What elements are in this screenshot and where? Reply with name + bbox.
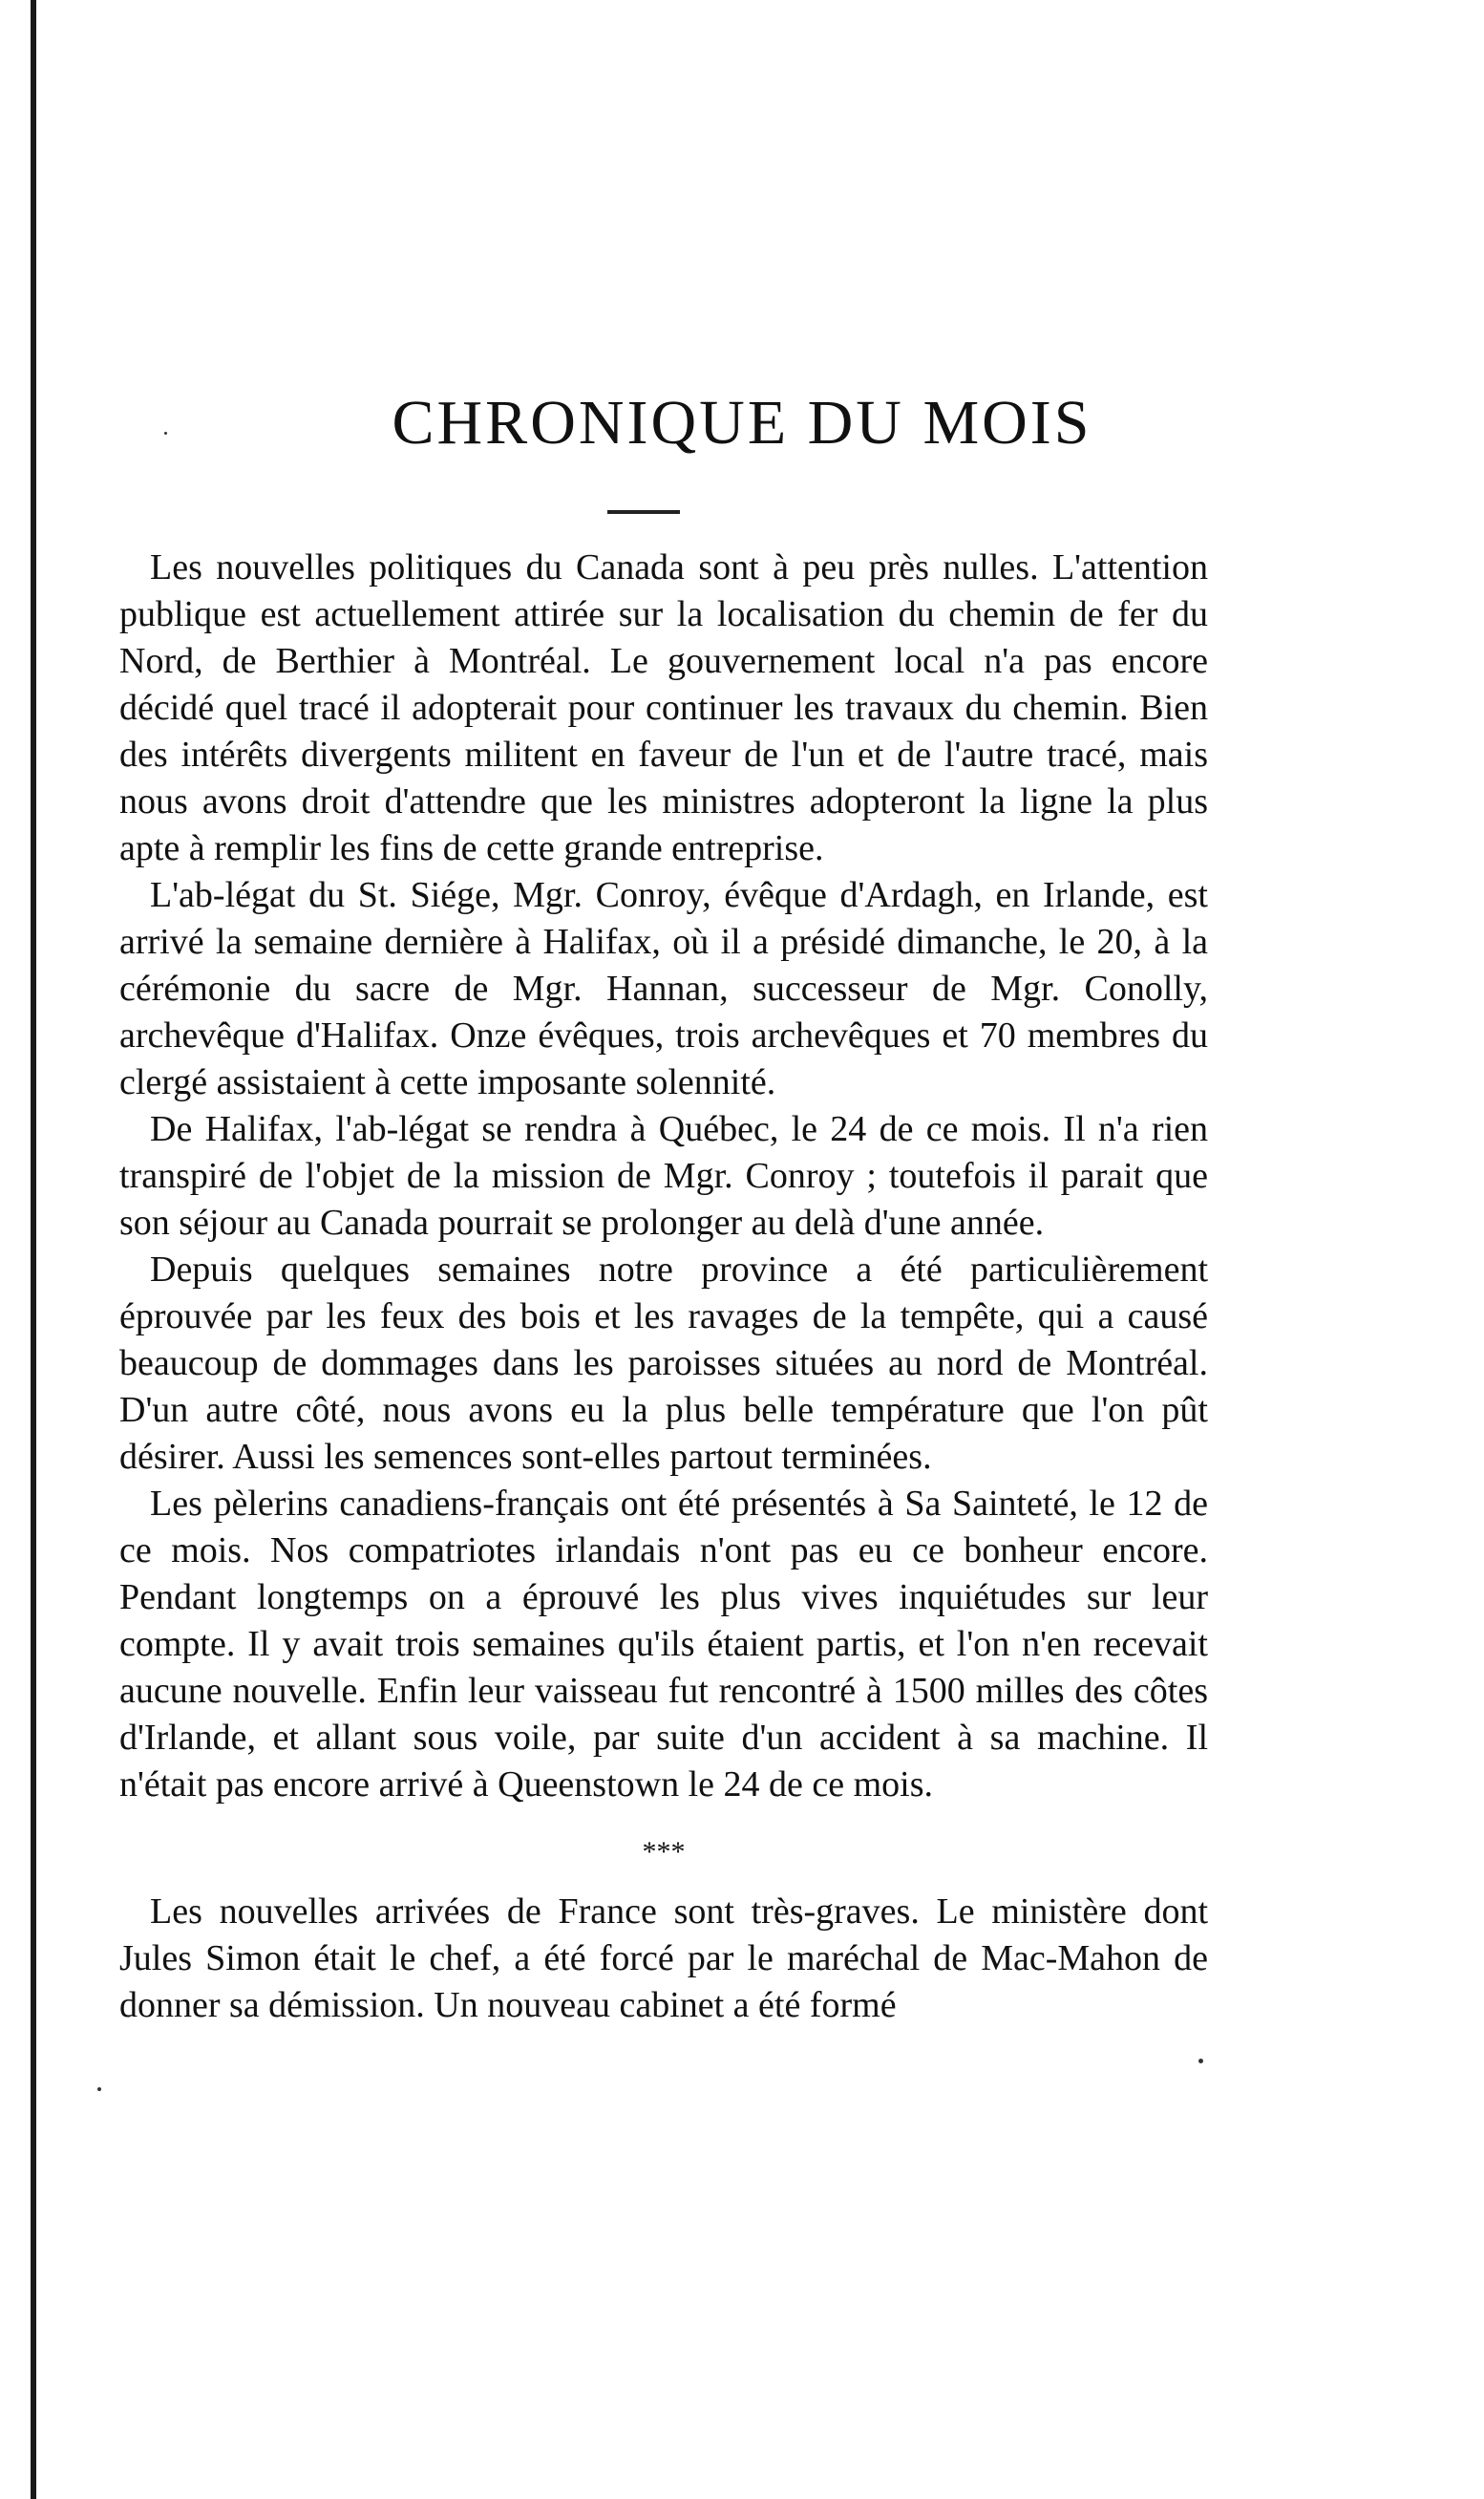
page-title: CHRONIQUE DU MOIS bbox=[392, 388, 1092, 458]
print-speck bbox=[164, 432, 167, 435]
paragraph-railway: Les nouvelles politiques du Canada sont à peu près nulles. L'attention publique est actuellement attirée sur la localisation du chemin de fer du Nord, de Berthier à Montréal. Le gouvernement local n'a pas encore décidé quel tracé il adopterait pour continuer les travaux du chemin. Bien des intérêts divergents militent en faveur de l'un et de l'autre tracé, mais nous avons droit d'attendre que les ministres adopteront la ligne la plus apte à remplir les fins de cette grande entreprise. bbox=[119, 547, 1208, 868]
paragraph-pilgrims: Les pèlerins canadiens-français ont été présentés à Sa Sainteté, le 12 de ce mois. Nos compatriotes irlandais n'ont pas eu ce bonheur encore. Pendant longtemps on a éprouvé les plus vives inquiétudes sur leur compte. Il y avait trois semaines qu'ils étaient partis, et l'on n'en recevait aucune nouvelle. Enfin leur vaisseau fut rencontré à 1500 milles des côtes d'Irlande, et allant sous voile, par suite d'un accident à sa machine. Il n'était pas encore arrivé à Queenstown le 24 de ce mois. bbox=[119, 1484, 1208, 1805]
article-body bbox=[119, 545, 1208, 2029]
print-speck bbox=[97, 2087, 101, 2091]
print-speck bbox=[1198, 2059, 1203, 2063]
title-divider bbox=[607, 510, 680, 514]
paragraph-france: Les nouvelles arrivées de France sont très-graves. Le ministère dont Jules Simon était le chef, a été forcé par le maréchal de Mac-Mahon de donner sa démission. Un nouveau cabinet a été formé bbox=[119, 1891, 1208, 2025]
paragraph-ablegat: L'ab-légat du St. Siége, Mgr. Conroy, évêque d'Ardagh, en Irlande, est arrivé la semaine dernière à Halifax, où il a présidé dimanche, le 20, à la cérémonie du sacre de Mgr. Hannan, successeur de Mgr. Conolly, archevêque d'Halifax. Onze évêques, trois archevêques et 70 membres du clergé assistaient à cette imposante solennité. bbox=[119, 875, 1208, 1102]
paragraph-halifax: De Halifax, l'ab-légat se rendra à Québec, le 24 de ce mois. Il n'a rien transpiré de l'objet de la mission de Mgr. Conroy ; toutefois il parait que son séjour au Canada pourrait se prolonger au delà d'une année. bbox=[119, 1109, 1208, 1243]
page-edge-rule bbox=[31, 0, 36, 2499]
paragraph-weather: Depuis quelques semaines notre province a été particulièrement éprouvée par les feux des bois et les ravages de la tempête, qui a causé beaucoup de dommages dans les paroisses situées au nord de Montréal. D'un autre côté, nous avons eu la plus belle température que l'on pût désirer. Aussi les semences sont-elles partout terminées. bbox=[119, 1250, 1208, 1477]
section-separator: *** bbox=[642, 1836, 686, 1868]
